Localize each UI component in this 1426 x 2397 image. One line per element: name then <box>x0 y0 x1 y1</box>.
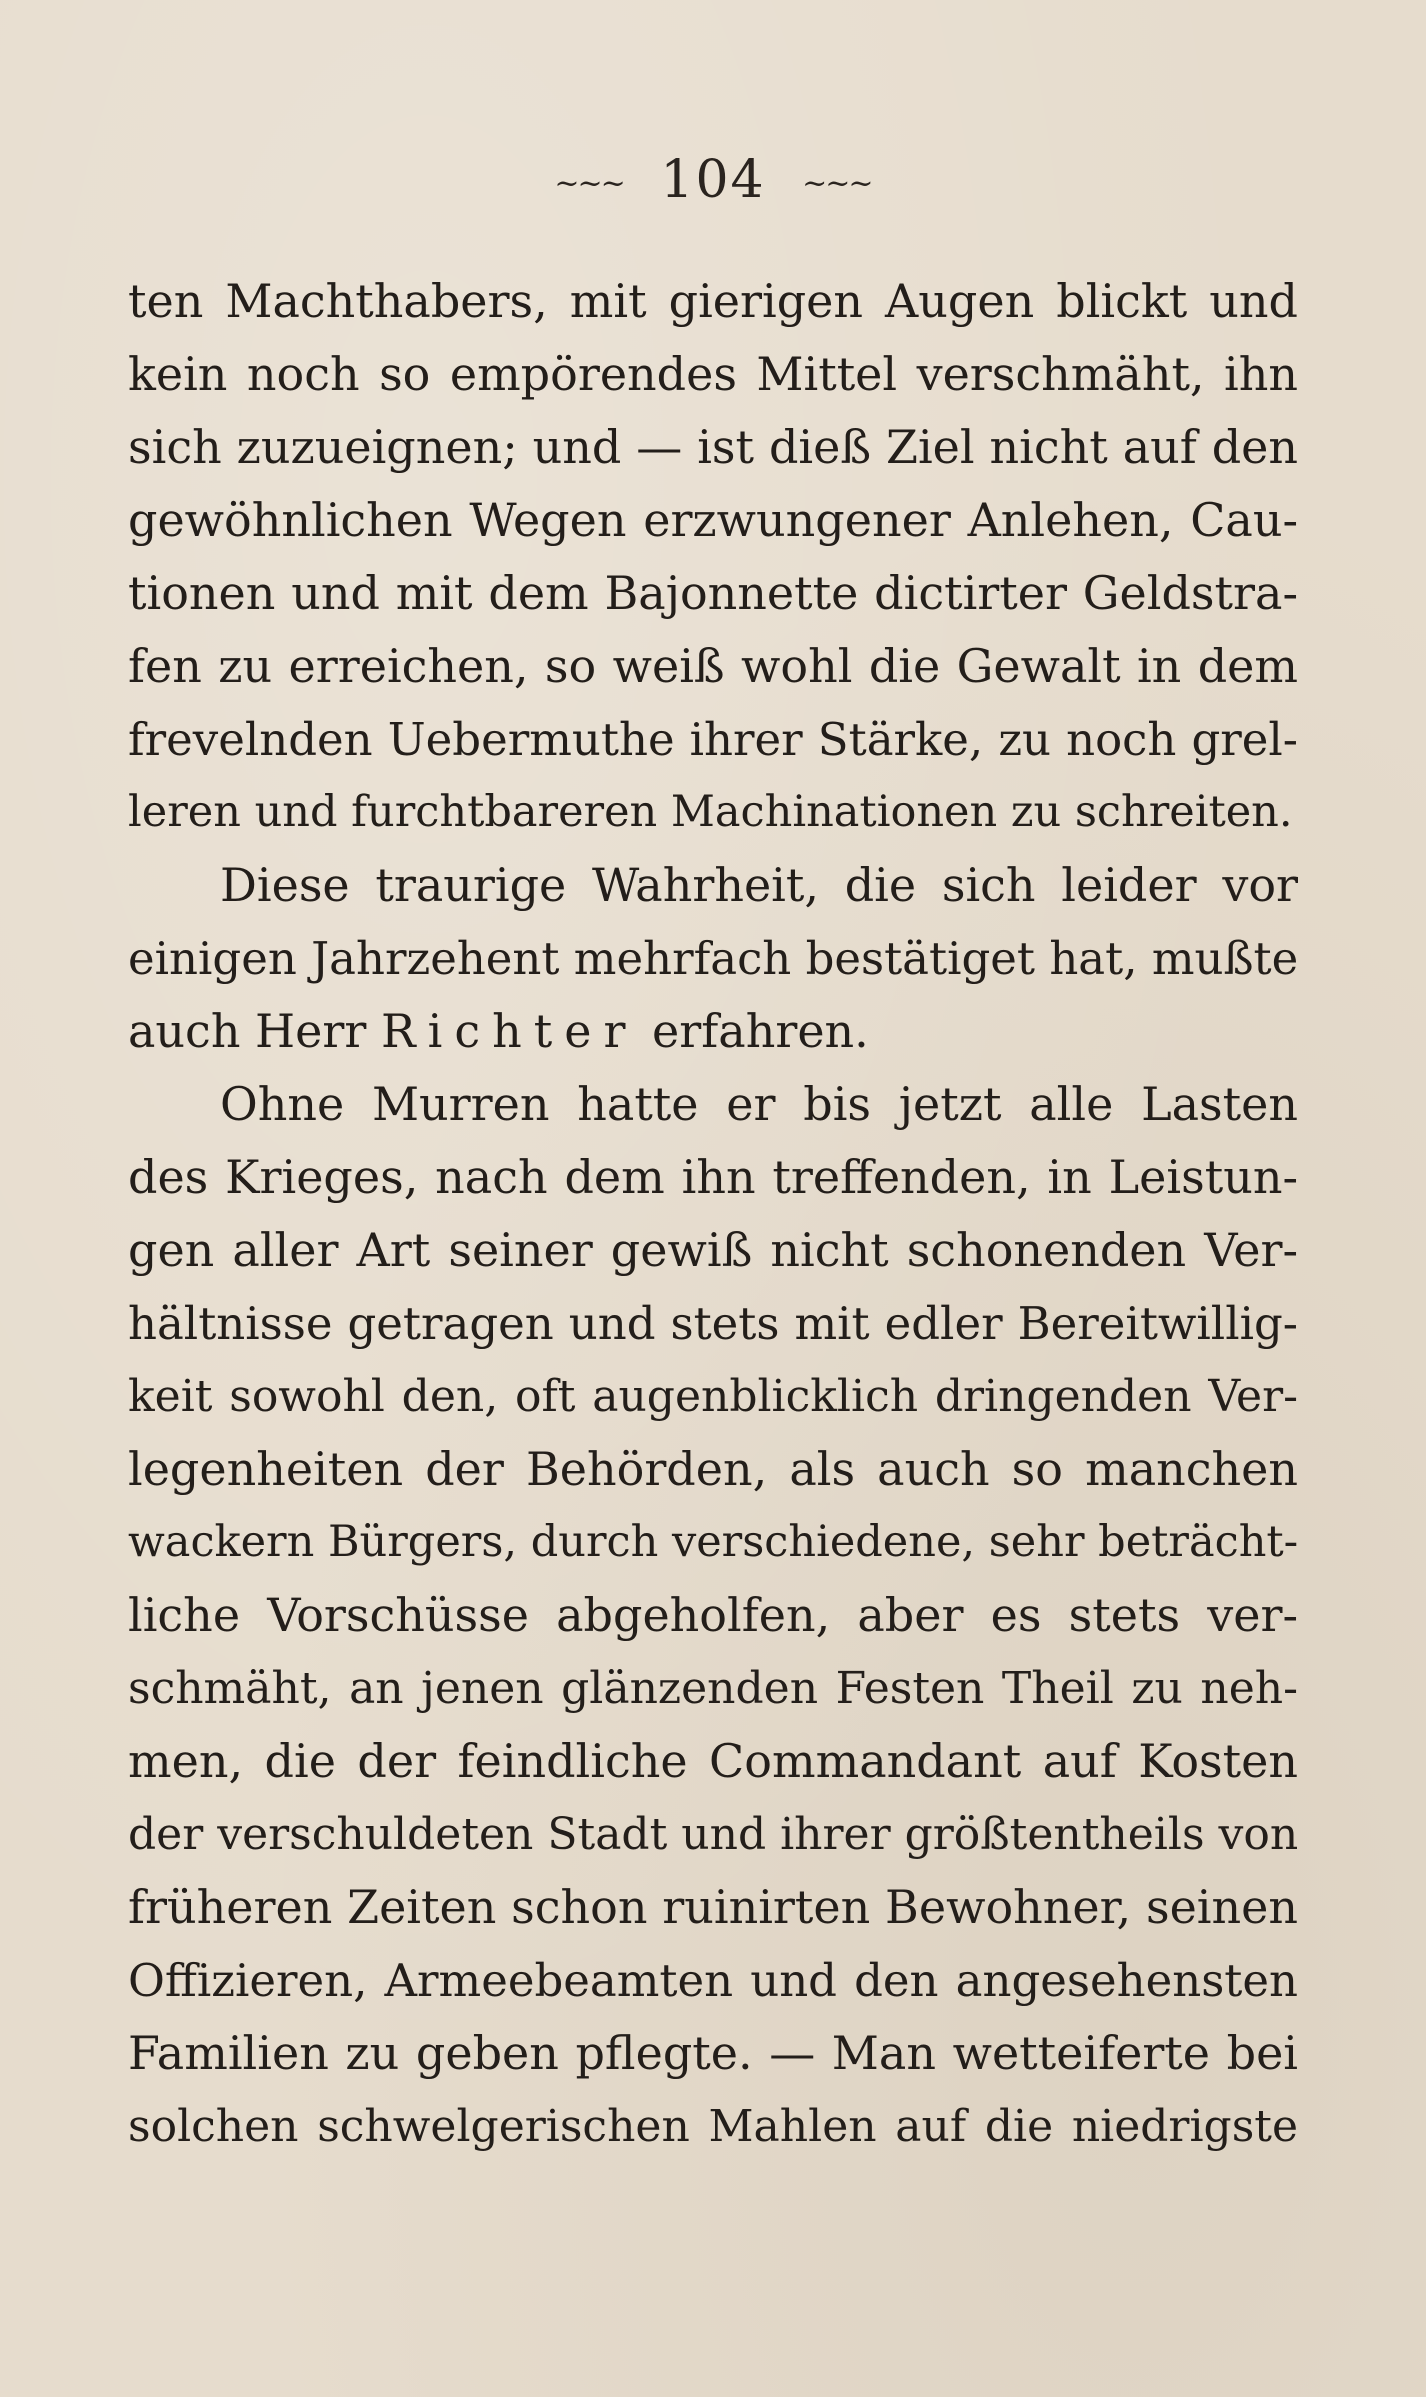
text-line: fen zu erreichen, so weiß wohl die Gewalt in dem <box>128 639 1298 693</box>
text-line: Familien zu geben pflegte. — Man wetteiferte bei <box>128 2026 1298 2080</box>
text-line: tionen und mit dem Bajonnette dictirter Geldstra- <box>128 566 1298 620</box>
ornament-right: ~~~ <box>802 166 872 201</box>
text-line: wackern Bürgers, durch verschiedene, sehr beträcht- <box>128 1517 1299 1567</box>
text-line: Offizieren, Armeebeamten und den angesehensten <box>128 1954 1298 2007</box>
text-line: hältnisse getragen und stets mit edler Bereitwillig- <box>128 1297 1298 1350</box>
text-segment: auch Herr <box>128 1004 381 1058</box>
text-line: Diese traurige Wahrheit, die sich leider vor <box>220 858 1298 912</box>
text-line: men, die der feindliche Commandant auf Kosten <box>128 1734 1298 1788</box>
text-line: der verschuldeten Stadt und ihrer größtentheils von <box>128 1809 1299 1860</box>
text-line: leren und furchtbareren Machinationen zu schreiten. <box>128 787 1293 837</box>
text-line: keit sowohl den, oft augenblicklich dringenden Ver- <box>128 1371 1298 1422</box>
text-segment: erfahren. <box>637 1004 869 1058</box>
text-line: solchen schwelgerischen Mahlen auf die niedrigste <box>128 2101 1298 2152</box>
text-line: einigen Jahrzehent mehrfach bestätiget hat, mußte <box>128 932 1299 985</box>
text-line: frevelnden Uebermuthe ihrer Stärke, zu noch grel- <box>128 713 1298 766</box>
ornament-left: ~~~ <box>554 166 624 201</box>
text-line: sich zuzueignen; und — ist dieß Ziel nicht auf den <box>128 420 1298 474</box>
text-line: legenheiten der Behörden, als auch so manchen <box>128 1442 1298 1496</box>
page-number: 104 <box>660 150 766 210</box>
emphasized-name: Richter <box>381 1004 638 1058</box>
text-line: schmäht, an jenen glänzenden Festen Theil zu neh- <box>128 1663 1298 1714</box>
body-text <box>128 265 1298 2163</box>
text-line: ten Machthabers, mit gierigen Augen blickt und <box>128 274 1298 328</box>
text-line: gewöhnlichen Wegen erzwungener Anlehen, Cau- <box>128 493 1298 547</box>
page-header <box>0 150 1426 210</box>
text-line: gen aller Art seiner gewiß nicht schonenden Ver- <box>128 1223 1298 1277</box>
text-line: früheren Zeiten schon ruinirten Bewohner, seinen <box>128 1880 1298 1934</box>
text-line: Ohne Murren hatte er bis jetzt alle Lasten <box>220 1077 1298 1131</box>
text-line <box>128 995 1298 1068</box>
text-line: des Krieges, nach dem ihn treffenden, in Leistun- <box>128 1150 1298 1204</box>
text-line: kein noch so empörendes Mittel verschmäht, ihn <box>128 347 1298 401</box>
text-line: liche Vorschüsse abgeholfen, aber es stets ver- <box>128 1588 1298 1642</box>
